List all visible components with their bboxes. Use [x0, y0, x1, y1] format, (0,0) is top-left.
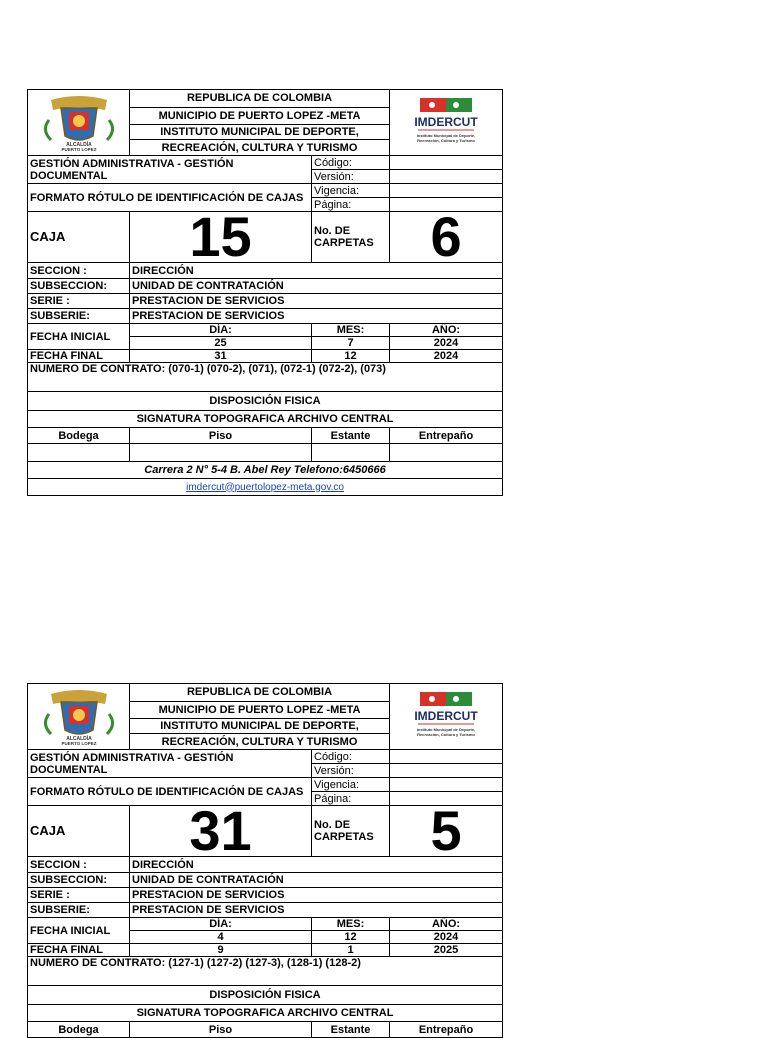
svg-text:ALCALDÍA: ALCALDÍA: [65, 736, 92, 742]
bodega-value: [28, 444, 130, 462]
version-value: [390, 764, 503, 778]
header-line-2: MUNICIPIO DE PUERTO LOPEZ -META: [130, 107, 390, 124]
subseccion-value: UNIDAD DE CONTRATACIÓN: [130, 279, 503, 294]
seccion-label: SECCION :: [28, 857, 130, 873]
carpetas-number: 6: [390, 212, 503, 263]
contrato-text: NUMERO DE CONTRATO: (070-1) (070-2), (071), (072-1) (072-2), (073): [28, 363, 503, 392]
piso-header: Piso: [130, 1022, 312, 1038]
fecha-inicial-mes: 12: [312, 931, 390, 944]
caja-number: 31: [130, 806, 312, 857]
email-cell: [28, 479, 503, 496]
version-label: Versión:: [312, 170, 390, 184]
alcaldia-logo: [28, 684, 130, 750]
signatura-label: SIGNATURA TOPOGRAFICA ARCHIVO CENTRAL: [28, 1005, 503, 1022]
mes-header: MES:: [312, 918, 390, 931]
version-value: [390, 170, 503, 184]
pagina-label: Página:: [312, 198, 390, 212]
piso-value: [130, 444, 312, 462]
svg-text:Recreación, Cultura y Turismo: Recreación, Cultura y Turismo: [417, 732, 475, 737]
mes-header: MES:: [312, 324, 390, 337]
estante-header: Estante: [312, 1022, 390, 1038]
entrepano-header: Entrepaño: [390, 1022, 503, 1038]
ano-header: AÑO:: [390, 324, 503, 337]
header-line-3: INSTITUTO MUNICIPAL DE DEPORTE,: [130, 124, 390, 140]
formato-label: FORMATO RÓTULO DE IDENTIFICACIÓN DE CAJAS: [28, 184, 312, 212]
pagina-label: Página:: [312, 792, 390, 806]
vigencia-value: [390, 184, 503, 198]
entrepano-header: Entrepaño: [390, 428, 503, 444]
bodega-header: Bodega: [28, 1022, 130, 1038]
svg-text:ALCALDÍA: ALCALDÍA: [65, 142, 92, 148]
fecha-final-ano: 2025: [390, 944, 503, 957]
estante-header: Estante: [312, 428, 390, 444]
gestion-label: GESTIÓN ADMINISTRATIVA - GESTIÓN DOCUMENTAL: [28, 750, 312, 778]
estante-value: [312, 444, 390, 462]
fecha-final-dia: 9: [130, 944, 312, 957]
fecha-inicial-mes: 7: [312, 337, 390, 350]
serie-value: PRESTACION DE SERVICIOS: [130, 888, 503, 903]
codigo-value: [390, 750, 503, 764]
pagina-value: [390, 792, 503, 806]
imdercut-logo: [390, 684, 503, 750]
pagina-value: [390, 198, 503, 212]
serie-label: SERIE :: [28, 888, 130, 903]
subserie-value: PRESTACION DE SERVICIOS: [130, 903, 503, 918]
seccion-label: SECCION :: [28, 263, 130, 279]
fecha-final-mes: 12: [312, 350, 390, 363]
seccion-value: DIRECCIÓN: [130, 857, 503, 873]
serie-value: PRESTACION DE SERVICIOS: [130, 294, 503, 309]
disposicion-label: DISPOSICIÓN FISICA: [28, 392, 503, 411]
fecha-final-mes: 1: [312, 944, 390, 957]
entrepano-value: [390, 444, 503, 462]
fecha-final-label: FECHA FINAL: [28, 944, 130, 957]
codigo-label: Código:: [312, 156, 390, 170]
svg-text:Recreación, Cultura y Turismo: Recreación, Cultura y Turismo: [417, 138, 475, 143]
fecha-final-label: FECHA FINAL: [28, 350, 130, 363]
svg-text:Instituto Municipal de Deporte: Instituto Municipal de Deporte,: [416, 727, 476, 732]
subserie-label: SUBSERIE:: [28, 309, 130, 324]
fecha-final-dia: 31: [130, 350, 312, 363]
subseccion-value: UNIDAD DE CONTRATACIÓN: [130, 873, 503, 888]
header-line-4: RECREACIÓN, CULTURA Y TURISMO: [130, 140, 390, 156]
disposicion-label: DISPOSICIÓN FISICA: [28, 986, 503, 1005]
subserie-value: PRESTACION DE SERVICIOS: [130, 309, 503, 324]
fecha-inicial-label: FECHA INICIAL: [28, 918, 130, 944]
svg-text:PUERTO LOPEZ: PUERTO LOPEZ: [61, 147, 96, 152]
caja-label: CAJA: [28, 806, 130, 857]
dia-header: DÍA:: [130, 918, 312, 931]
svg-text:IMDERCUT: IMDERCUT: [414, 115, 478, 129]
formato-label: FORMATO RÓTULO DE IDENTIFICACIÓN DE CAJAS: [28, 778, 312, 806]
version-label: Versión:: [312, 764, 390, 778]
alcaldia-logo: [28, 90, 130, 156]
carpetas-label: No. DE CARPETAS: [312, 212, 390, 263]
vigencia-label: Vigencia:: [312, 778, 390, 792]
box-label-2: [27, 683, 502, 1038]
seccion-value: DIRECCIÓN: [130, 263, 503, 279]
fecha-inicial-label: FECHA INICIAL: [28, 324, 130, 350]
subserie-label: SUBSERIE:: [28, 903, 130, 918]
carpetas-number: 5: [390, 806, 503, 857]
header-line-1: REPUBLICA DE COLOMBIA: [130, 90, 390, 108]
fecha-final-ano: 2024: [390, 350, 503, 363]
contact-address: Carrera 2 N° 5-4 B. Abel Rey Telefono:6450666: [28, 462, 503, 479]
signatura-label: SIGNATURA TOPOGRAFICA ARCHIVO CENTRAL: [28, 411, 503, 428]
header-line-3: INSTITUTO MUNICIPAL DE DEPORTE,: [130, 718, 390, 734]
caja-label: CAJA: [28, 212, 130, 263]
serie-label: SERIE :: [28, 294, 130, 309]
svg-text:PUERTO LOPEZ: PUERTO LOPEZ: [61, 741, 96, 746]
svg-text:Instituto Municipal de Deporte: Instituto Municipal de Deporte,: [416, 133, 476, 138]
vigencia-label: Vigencia:: [312, 184, 390, 198]
bodega-header: Bodega: [28, 428, 130, 444]
contrato-text: NUMERO DE CONTRATO: (127-1) (127-2) (127-3), (128-1) (128-2): [28, 957, 503, 986]
caja-number: 15: [130, 212, 312, 263]
dia-header: DÍA:: [130, 324, 312, 337]
imdercut-logo: [390, 90, 503, 156]
piso-header: Piso: [130, 428, 312, 444]
gestion-label: GESTIÓN ADMINISTRATIVA - GESTIÓN DOCUMENTAL: [28, 156, 312, 184]
carpetas-label: No. DE CARPETAS: [312, 806, 390, 857]
subseccion-label: SUBSECCION:: [28, 279, 130, 294]
box-label-1: [27, 89, 502, 496]
codigo-value: [390, 156, 503, 170]
header-line-1: REPUBLICA DE COLOMBIA: [130, 684, 390, 702]
fecha-inicial-dia: 25: [130, 337, 312, 350]
fecha-inicial-ano: 2024: [390, 337, 503, 350]
fecha-inicial-dia: 4: [130, 931, 312, 944]
fecha-inicial-ano: 2024: [390, 931, 503, 944]
header-line-4: RECREACIÓN, CULTURA Y TURISMO: [130, 734, 390, 750]
ano-header: AÑO:: [390, 918, 503, 931]
email-link[interactable]: imdercut@puertolopez-meta.gov.co: [186, 481, 344, 493]
svg-text:IMDERCUT: IMDERCUT: [414, 709, 478, 723]
subseccion-label: SUBSECCION:: [28, 873, 130, 888]
vigencia-value: [390, 778, 503, 792]
codigo-label: Código:: [312, 750, 390, 764]
header-line-2: MUNICIPIO DE PUERTO LOPEZ -META: [130, 701, 390, 718]
